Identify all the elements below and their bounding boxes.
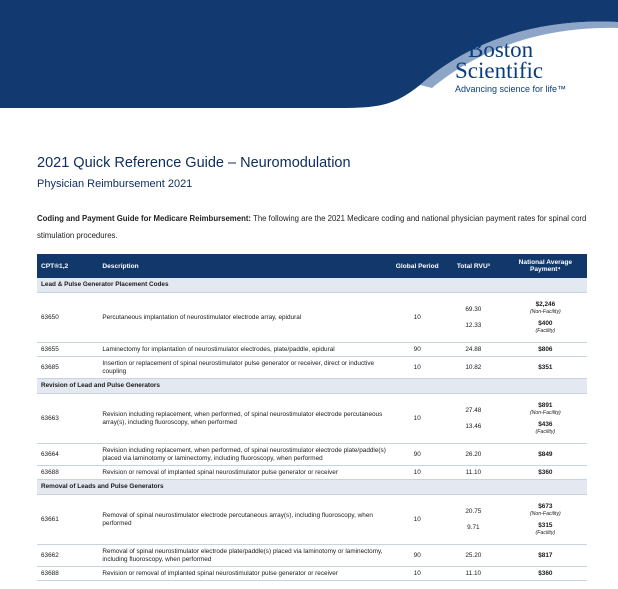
payment-facility: $400 (538, 320, 553, 327)
table-header-row (37, 254, 587, 278)
global-period: 90 (391, 343, 443, 357)
payment-note: (Non-Facility) (529, 309, 561, 315)
global-period: 10 (391, 466, 443, 480)
table-row (37, 545, 587, 567)
section-row (37, 379, 587, 394)
code-description: Removal of spinal neurostimulator electrode percutaneous array(s), including fluoroscopy, when performed (98, 495, 391, 545)
global-period: 10 (391, 293, 443, 343)
section-title: Lead & Pulse Generator Placement Codes (37, 278, 587, 293)
cpt-code: 63662 (37, 545, 98, 567)
rvu-facility: 9.71 (467, 523, 480, 531)
code-description: Laminectomy for implantation of neurostimulator electrodes, plate/paddle, epidural (98, 343, 391, 357)
payment-facility: $315 (538, 522, 553, 529)
cpt-code: 63663 (37, 394, 98, 444)
table-row (37, 466, 587, 480)
payment (504, 293, 587, 343)
cpt-code: 63685 (37, 357, 98, 379)
rvu-non-facility: 20.75 (465, 507, 482, 515)
rvu-facility: 13.46 (465, 422, 482, 430)
payment: $360 (504, 567, 587, 581)
cpt-code: 63655 (37, 343, 98, 357)
code-description: Revision or removal of implanted spinal neurostimulator pulse generator or receiver (98, 567, 391, 581)
payment: $360 (504, 466, 587, 480)
code-description: Insertion or replacement of spinal neurostimulator pulse generator or receiver, direct or inductive coupling (98, 357, 391, 379)
global-period: 10 (391, 495, 443, 545)
code-description: Revision including replacement, when performed, of spinal neurostimulator electrode percutaneous array(s), including fluoroscopy, when performed (98, 394, 391, 444)
global-period: 10 (391, 394, 443, 444)
payment: $351 (504, 357, 587, 379)
total-rvu: 10.82 (443, 357, 504, 379)
cpt-code: 63650 (37, 293, 98, 343)
rvu-facility: 12.33 (465, 321, 482, 329)
payment: $817 (504, 545, 587, 567)
payment: $849 (504, 444, 587, 466)
payment-non-facility: $891 (538, 402, 553, 409)
brand-logo (455, 37, 615, 94)
code-description: Revision including replacement, when performed, of spinal neurostimulator electrode plate/paddle(s) placed via laminotomy or laminectomy, including fluoroscopy, when performed (98, 444, 391, 466)
table-row (37, 567, 587, 581)
total-rvu: 26.20 (443, 444, 504, 466)
section-row (37, 480, 587, 495)
payment-facility: $436 (538, 421, 553, 428)
intro-paragraph (37, 210, 587, 244)
header-total-rvu: Total RVU³ (456, 262, 490, 270)
payment-note: (Non-Facility) (529, 410, 561, 416)
section-title: Revision of Lead and Pulse Generators (37, 379, 587, 394)
header-payment: National Average Payment⁴ (518, 259, 573, 273)
total-rvu: 24.88 (443, 343, 504, 357)
cpt-code: 63688 (37, 567, 98, 581)
table-row (37, 293, 587, 343)
code-description: Revision or removal of implanted spinal neurostimulator pulse generator or receiver (98, 466, 391, 480)
rvu-non-facility: 69.30 (465, 305, 482, 313)
header-description: Description (102, 262, 139, 270)
global-period: 10 (391, 567, 443, 581)
code-description: Removal of spinal neurostimulator electrode plate/paddle(s) placed via laminotomy or laminectomy, including fluoroscopy, when performed (98, 545, 391, 567)
total-rvu (443, 293, 504, 343)
payment-non-facility: $2,246 (535, 301, 556, 308)
reimbursement-table (37, 254, 587, 581)
table-row (37, 343, 587, 357)
payment (504, 394, 587, 444)
cpt-code: 63661 (37, 495, 98, 545)
logo-name-line2: Scientific (455, 58, 544, 83)
cpt-code: 63688 (37, 466, 98, 480)
table-row (37, 357, 587, 379)
payment (504, 495, 587, 545)
payment-note: (Facility) (535, 429, 556, 435)
intro-body: The following are the 2021 Medicare coding and national physician payment rates for spinal cord stimulation procedures. (37, 214, 587, 240)
payment: $806 (504, 343, 587, 357)
total-rvu: 11.10 (443, 466, 504, 480)
header-cpt: CPT®1,2 (41, 262, 69, 270)
total-rvu (443, 495, 504, 545)
global-period: 90 (391, 444, 443, 466)
intro-lead: Coding and Payment Guide for Medicare Reimbursement: (37, 214, 252, 223)
rvu-non-facility: 27.48 (465, 406, 482, 414)
total-rvu: 11.10 (443, 567, 504, 581)
cpt-code: 63664 (37, 444, 98, 466)
table-row (37, 444, 587, 466)
global-period: 10 (391, 357, 443, 379)
logo-tagline: Advancing science for life™ (455, 84, 567, 94)
section-title: Removal of Leads and Pulse Generators (37, 480, 587, 495)
section-row (37, 278, 587, 293)
total-rvu (443, 394, 504, 444)
payment-note: (Facility) (535, 328, 556, 334)
payment-non-facility: $673 (538, 503, 553, 510)
header-global-period: Global Period (395, 262, 439, 270)
page-title: 2021 Quick Reference Guide – Neuromodulation (37, 155, 351, 171)
logo-name-line1: Boston (468, 37, 534, 62)
code-description: Percutaneous implantation of neurostimulator electrode array, epidural (98, 293, 391, 343)
payment-note: (Facility) (535, 530, 556, 536)
table-row (37, 394, 587, 444)
global-period: 90 (391, 545, 443, 567)
page-subtitle: Physician Reimbursement 2021 (37, 178, 193, 190)
table-row (37, 495, 587, 545)
payment-note: (Non-Facility) (529, 511, 561, 517)
total-rvu: 25.20 (443, 545, 504, 567)
